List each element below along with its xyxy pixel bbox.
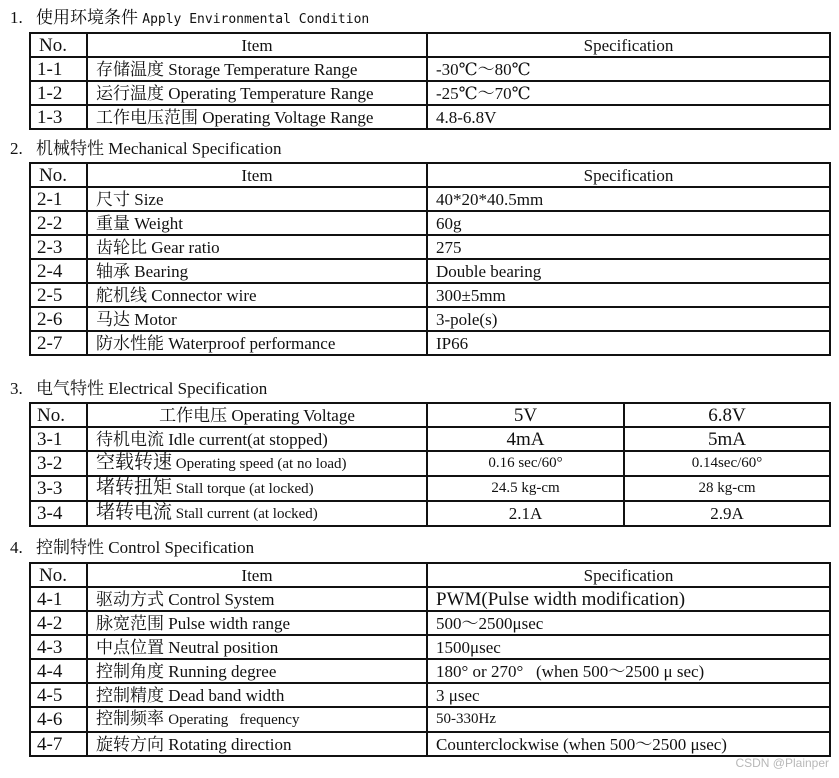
table-row: 1-3 工作电压范围 Operating Voltage Range 4.8-6.8V — [30, 105, 830, 129]
table-row: 2-4 轴承 Bearing Double bearing — [30, 259, 830, 283]
table-row: 2-6 马达 Motor 3-pole(s) — [30, 307, 830, 331]
electrical-table — [29, 402, 831, 527]
section-4-title: 4. 控制特性 Control Specification — [10, 538, 255, 557]
table-row: 3-3 堵转扭矩 Stall torque (at locked) 24.5 kg-cm 28 kg-cm — [30, 476, 830, 501]
table-header-row: No. 工作电压 Operating Voltage 5V 6.8V — [30, 403, 830, 427]
table-row: 2-5 舵机线 Connector wire 300±5mm — [30, 283, 830, 307]
table-row: 4-4 控制角度 Running degree 180° or 270° (when 500～2500 μ sec) — [30, 659, 830, 683]
table-row: 1-1 存储温度 Storage Temperature Range -30℃～80℃ — [30, 57, 830, 81]
section-2-title: 2. 机械特性 Mechanical Specification — [10, 139, 282, 158]
table-row: 1-2 运行温度 Operating Temperature Range -25℃～70℃ — [30, 81, 830, 105]
table-row: 4-2 脉宽范围 Pulse width range 500～2500μsec — [30, 611, 830, 635]
table-row: 3-2 空载转速 Operating speed (at no load) 0.16 sec/60° 0.14sec/60° — [30, 451, 830, 476]
table-header-row: No. Item Specification — [30, 33, 830, 57]
table-row: 4-1 驱动方式 Control System PWM(Pulse width modification) — [30, 587, 830, 611]
table-row: 4-7 旋转方向 Rotating direction Counterclockwise (when 500～2500 μsec) — [30, 732, 830, 756]
environment-table — [29, 32, 831, 130]
table-row: 2-1 尺寸 Size 40*20*40.5mm — [30, 187, 830, 211]
watermark: CSDN @Plainper — [735, 756, 829, 770]
table-row: 2-3 齿轮比 Gear ratio 275 — [30, 235, 830, 259]
table-header-row: No. Item Specification — [30, 563, 830, 587]
table-row: 2-2 重量 Weight 60g — [30, 211, 830, 235]
section-3-title: 3. 电气特性 Electrical Specification — [10, 379, 268, 398]
table-row: 3-4 堵转电流 Stall current (at locked) 2.1A 2.9A — [30, 501, 830, 526]
table-row: 4-6 控制频率 Operating frequency 50-330Hz — [30, 707, 830, 732]
section-1-title: 1. 使用环境条件 Apply Environmental Condition — [10, 8, 370, 27]
mechanical-table — [29, 162, 831, 356]
table-row: 4-3 中点位置 Neutral position 1500μsec — [30, 635, 830, 659]
table-header-row: No. Item Specification — [30, 163, 830, 187]
control-table — [29, 562, 831, 757]
table-row: 3-1 待机电流 Idle current(at stopped) 4mA 5mA — [30, 427, 830, 451]
table-row: 2-7 防水性能 Waterproof performance IP66 — [30, 331, 830, 355]
table-row: 4-5 控制精度 Dead band width 3 μsec — [30, 683, 830, 707]
